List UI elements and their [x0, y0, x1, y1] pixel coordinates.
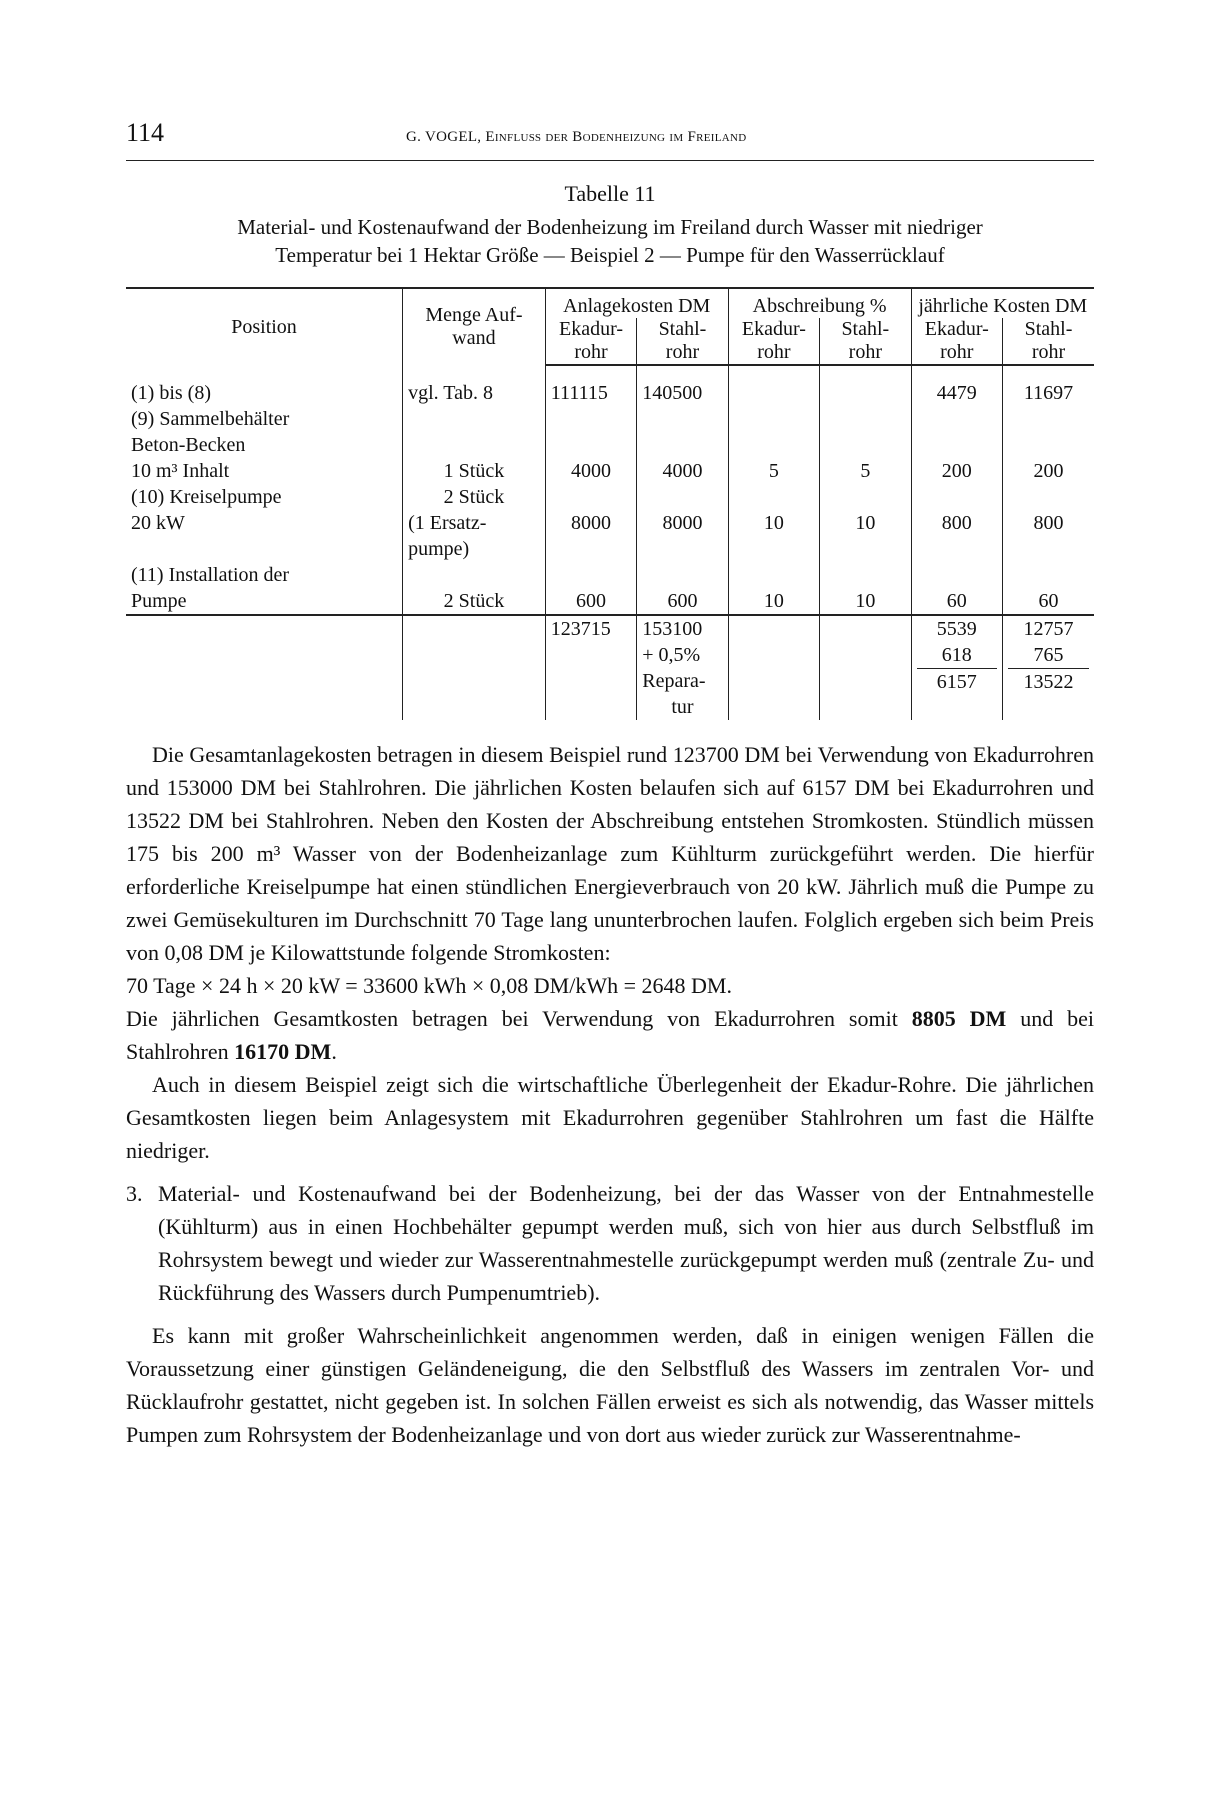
total-ekadur-bold: 8805 DM	[911, 1006, 1007, 1031]
running-head: G. VOGEL, Einfluß der Bodenheizung im Freiland	[406, 129, 747, 145]
numbered-item	[126, 1177, 1094, 1309]
paragraph-text: und bei Stahlrohren	[126, 1006, 1094, 1064]
table-header-row	[126, 288, 1094, 318]
subheader-ekadur: Ekadur- rohr	[545, 318, 636, 365]
cell-anlage-stahl: 140500	[637, 380, 728, 406]
cell-jaehrlich-stahl: 800	[1002, 510, 1094, 536]
cell-menge: 2 Stück	[403, 484, 546, 510]
repair-value: 618	[941, 644, 972, 666]
repair-surcharge: + 0,5%	[642, 644, 701, 666]
spacer-row	[126, 365, 1094, 380]
cell-anlage-stahl: 4000	[637, 458, 728, 484]
cell-abschreibung-stahl	[820, 380, 911, 406]
total-jaehrlich-stahl	[1002, 615, 1094, 720]
document-page	[126, 118, 1094, 1451]
cell-anlage-ekadur: 8000	[545, 510, 636, 536]
caption-line: Material- und Kostenaufwand der Bodenheizung im Freiland durch Wasser mit niedriger	[237, 215, 983, 239]
table-row	[126, 458, 1094, 484]
item-text: Material- und Kostenaufwand bei der Bodenheizung, bei der das Wasser von der Entnahmestelle (Kühlturm) aus in einen Hochbehälter gepumpt werden muß, sich von hier aus durch Selbstfluß im Rohrsystem bewegt und wieder zur Wasserentnahmestelle zurückgepumpt werden muß (zentrale Zu- und Rückführung des Wassers durch Pumpenumtrieb).	[158, 1181, 1094, 1305]
cell-abschreibung-ekadur: 5	[728, 458, 819, 484]
repair-label: Repara-	[642, 670, 706, 692]
cell-position: 10 m³ Inhalt	[131, 460, 230, 482]
subheader-ekadur: Ekadur- rohr	[911, 318, 1002, 365]
table-row	[126, 406, 1094, 432]
header-menge: Menge Auf- wand	[403, 288, 546, 365]
cell-abschreibung-stahl: 10	[820, 588, 911, 615]
cell-menge: vgl. Tab. 8	[403, 380, 546, 406]
cell-anlage-stahl: 600	[637, 588, 728, 615]
cell-anlage-ekadur: 4000	[545, 458, 636, 484]
cell-jaehrlich-stahl: 200	[1002, 458, 1094, 484]
cell-position: 20 kW	[131, 512, 185, 534]
item-number: 3.	[126, 1181, 143, 1206]
cell-jaehrlich-ekadur: 800	[911, 510, 1002, 536]
cell-jaehrlich-stahl: 11697	[1002, 380, 1094, 406]
paragraph-text: Die jährlichen Gesamtkosten betragen bei Verwendung von Ekadurrohren somit	[126, 1006, 898, 1031]
subheader-stahl: Stahl- rohr	[820, 318, 911, 365]
paragraph	[126, 1002, 1094, 1068]
repair-label: tur	[671, 696, 694, 718]
table-row	[126, 536, 1094, 562]
cell-menge: 1 Stück	[403, 458, 546, 484]
table-row	[126, 588, 1094, 615]
subtotal-value: 12757	[1023, 618, 1074, 640]
cell-menge: pumpe)	[403, 536, 546, 562]
table-row	[126, 380, 1094, 406]
table-row	[126, 562, 1094, 588]
cell-jaehrlich-stahl: 60	[1002, 588, 1094, 615]
caption-line: Temperatur bei 1 Hektar Größe — Beispiel 2 — Pumpe für den Wasserrücklauf	[275, 243, 945, 267]
subtotal-value: 5539	[936, 618, 977, 640]
cell-jaehrlich-ekadur: 4479	[911, 380, 1002, 406]
cell-position: (1) bis (8)	[131, 382, 211, 404]
cell-position: (10) Kreiselpumpe	[131, 486, 282, 508]
cell-abschreibung-ekadur: 10	[728, 588, 819, 615]
cell-menge: 2 Stück	[403, 588, 546, 615]
cell-abschreibung-ekadur	[728, 380, 819, 406]
cell-abschreibung-stahl: 10	[820, 510, 911, 536]
table-title: Tabelle 11	[564, 181, 656, 206]
cell-jaehrlich-ekadur: 60	[911, 588, 1002, 615]
header-abschreibung: Abschreibung %	[728, 288, 911, 318]
paragraph-text: .	[331, 1039, 337, 1064]
header-jaehrliche-kosten: jährliche Kosten DM	[911, 288, 1094, 318]
cell-abschreibung-stahl: 5	[820, 458, 911, 484]
header-position: Position	[126, 288, 403, 365]
subheader-stahl: Stahl- rohr	[637, 318, 728, 365]
total-anlage-stahl-value: 153100	[642, 618, 703, 640]
totals-row	[126, 615, 1094, 720]
header-rule	[126, 160, 1094, 161]
grand-total-value: 6157	[917, 668, 997, 695]
body-text	[126, 738, 1094, 1451]
table-row	[126, 510, 1094, 536]
subheader-ekadur: Ekadur- rohr	[728, 318, 819, 365]
table-row	[126, 432, 1094, 458]
header-anlagekosten: Anlagekosten DM	[545, 288, 728, 318]
subheader-stahl: Stahl- rohr	[1002, 318, 1094, 365]
cell-position: Beton-Becken	[131, 434, 246, 456]
page-header	[126, 118, 1094, 148]
paragraph: Auch in diesem Beispiel zeigt sich die wirtschaftliche Überlegenheit der Ekadur-Rohre. Die jährlichen Gesamtkosten liegen beim Anlagesystem mit Ekadurrohren gegenüber Stahlrohren um fast die Hälfte niedriger.	[126, 1072, 1094, 1163]
paragraph: Die Gesamtanlagekosten betragen in diesem Beispiel rund 123700 DM bei Verwendung von Ekadurrohren und 153000 DM bei Stahlrohren. Die jährlichen Kosten belaufen sich auf 6157 DM bei Ekadurrohren und 13522 DM bei Stahlrohren. Neben den Kosten der Abschreibung entstehen Stromkosten. Stündlich müssen 175 bis 200 m³ Wasser von der Bodenheizanlage zum Kühlturm zurückgeführt werden. Die hierfür erforderliche Kreiselpumpe hat einen stündlichen Energieverbrauch von 20 kW. Jährlich muß die Pumpe zu zwei Gemüsekulturen im Durchschnitt 70 Tage lang ununterbrochen laufen. Folglich ergeben sich beim Preis von 0,08 DM je Kilowattstunde folgende Stromkosten:	[126, 742, 1094, 965]
table-caption	[126, 213, 1094, 269]
cell-position: Pumpe	[131, 590, 187, 612]
cell-position: (11) Installation der	[131, 564, 290, 586]
cell-anlage-ekadur: 600	[545, 588, 636, 615]
cell-anlage-ekadur: 111115	[545, 380, 636, 406]
cell-menge: (1 Ersatz-	[403, 510, 546, 536]
total-stahl-bold: 16170 DM	[234, 1039, 332, 1064]
repair-value: 765	[1033, 644, 1064, 666]
total-anlage-ekadur: 123715	[545, 615, 636, 720]
formula-line: 70 Tage × 24 h × 20 kW = 33600 kWh × 0,08 DM/kWh = 2648 DM.	[126, 973, 732, 998]
cell-jaehrlich-ekadur: 200	[911, 458, 1002, 484]
cell-position: (9) Sammelbehälter	[131, 408, 290, 430]
page-number: 114	[126, 118, 165, 147]
cost-table	[126, 287, 1094, 720]
total-anlage-stahl	[637, 615, 728, 720]
cell-anlage-stahl: 8000	[637, 510, 728, 536]
cell-abschreibung-ekadur: 10	[728, 510, 819, 536]
total-jaehrlich-ekadur	[911, 615, 1002, 720]
table-row	[126, 484, 1094, 510]
paragraph: Es kann mit großer Wahrscheinlichkeit angenommen werden, daß in einigen wenigen Fällen die Voraussetzung einer günstigen Geländeneigung, die den Selbstfluß des Wassers im zentralen Vor- und Rücklaufrohr gestattet, nicht gegeben ist. In solchen Fällen erweist es sich als notwendig, das Wasser mittels Pumpen zum Rohrsystem der Bodenheizanlage und von dort aus wieder zurück zur Wasserentnahme-	[126, 1323, 1094, 1447]
grand-total-value: 13522	[1008, 668, 1089, 695]
